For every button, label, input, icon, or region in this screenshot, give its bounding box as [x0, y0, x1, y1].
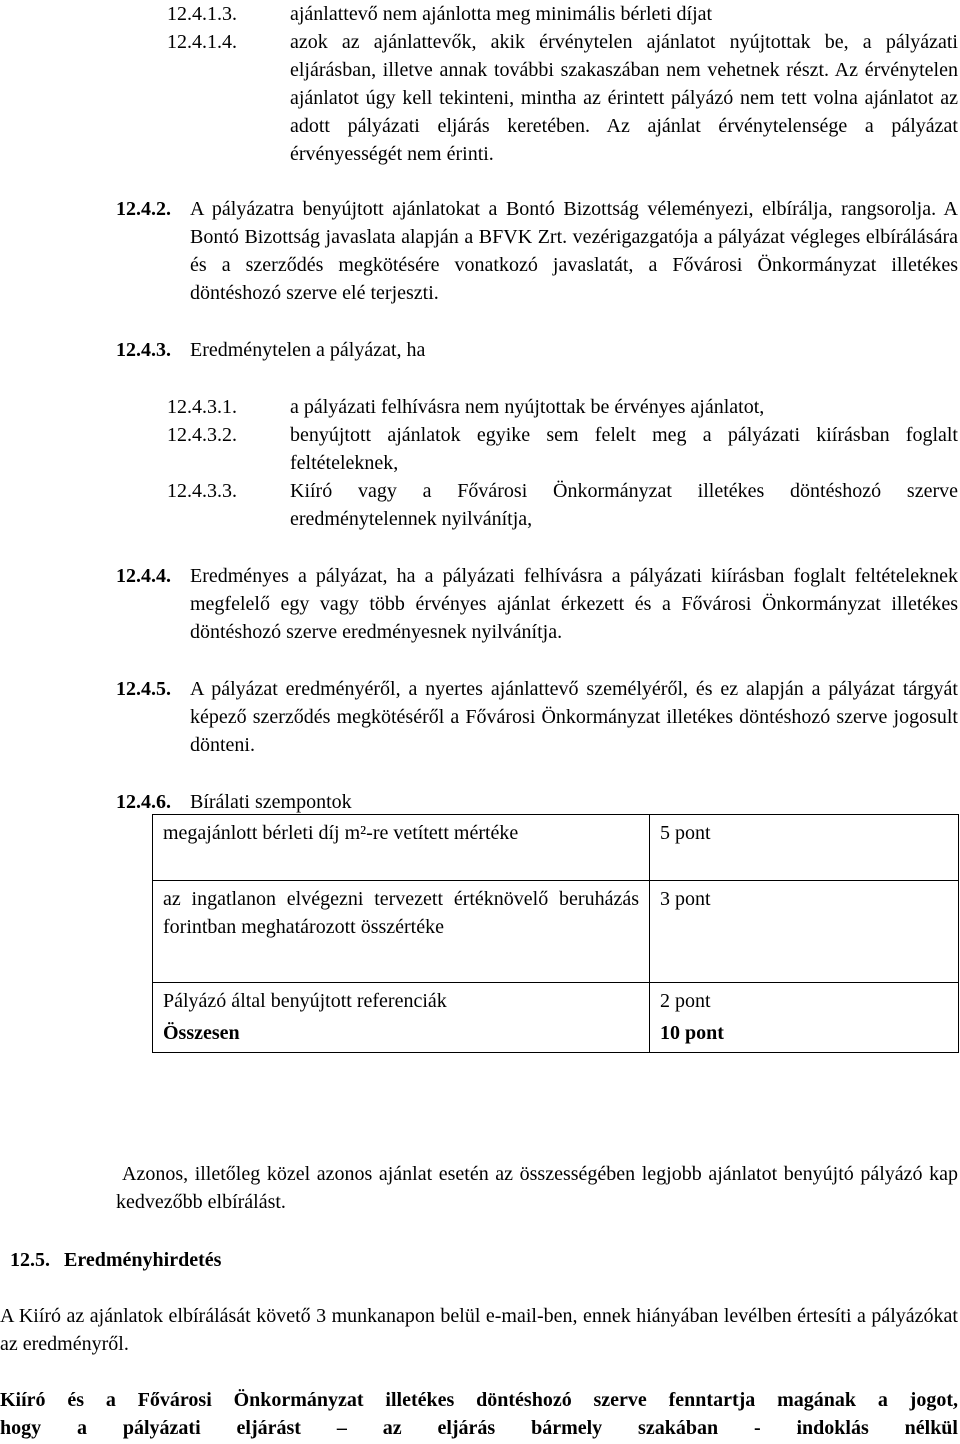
item-12-4-1-3 [167, 0, 958, 28]
para-text: Eredménytelen a pályázat, ha [190, 339, 426, 361]
item-text: benyújtott ajánlatok egyike sem felelt meg a pályázati kiírásban foglalt feltételeknek, [290, 424, 958, 474]
para-number: 12.4.2. [116, 198, 171, 220]
item-12-4-3-2 [167, 421, 958, 477]
reserve-line-2: hogy a pályázati eljárást – az eljárás bármely szakában - indoklás nélkül [0, 1417, 958, 1439]
criteria-label: Pályázó által benyújtott referenciák [153, 983, 650, 1020]
item-12-4-1-4 [167, 28, 958, 168]
item-text: ajánlattevő nem ajánlotta meg minimális bérleti díjat [290, 3, 713, 25]
reserve-line-1: Kiíró és a Fővárosi Önkormányzat illetékes döntéshozó szerve fenntartja magának a jogot, [0, 1389, 958, 1411]
para-number: 12.4.3. [116, 339, 171, 361]
para-number: 12.4.6. [116, 791, 171, 813]
table-row [153, 815, 959, 881]
para-12-4-5 [116, 675, 958, 759]
criteria-table [152, 814, 959, 1053]
section-title: Eredményhirdetés [64, 1249, 222, 1271]
tie-note: Azonos, illetőleg közel azonos ajánlat esetén az összességében legjobb ajánlatot benyújtó pályázó kap kedvezőbb elbírálást. [116, 1163, 958, 1213]
para-text: Eredményes a pályázat, ha a pályázati felhívásra a pályázati kiírásban foglalt feltételeknek megfelelő egy vagy több érvényes ajánlat érkezett és a Fővárosi Önkormányzat illetékes döntéshozó szerve eredményesnek nyilvánítja. [190, 565, 958, 643]
item-number: 12.4.1.4. [167, 31, 237, 53]
para-12-4-3 [116, 336, 958, 364]
criteria-points: 2 pont [650, 983, 959, 1020]
item-number: 12.4.3.1. [167, 396, 237, 418]
item-number: 12.4.3.3. [167, 480, 237, 502]
item-number: 12.4.3.2. [167, 424, 237, 446]
para-text: A pályázatra benyújtott ajánlatokat a Bontó Bizottság véleményezi, elbírálja, rangsorolja. A Bontó Bizottság javaslata alapján a BFVK Zrt. vezérigazgatója a pályázat végleges elbírálására és a szerződés megkötésére vonatkozó javaslatát, a Fővárosi Önkormányzat illetékes döntéshozó szerve elé terjeszti. [190, 198, 958, 304]
table-row [153, 881, 959, 983]
section-heading [10, 1246, 221, 1274]
para-12-4-6 [116, 788, 958, 816]
criteria-total-points: 10 pont [650, 1019, 959, 1052]
criteria-points: 3 pont [650, 881, 959, 983]
item-text: Kiíró vagy a Fővárosi Önkormányzat illetékes döntéshozó szerve eredménytelennek nyilvánítja, [290, 480, 958, 530]
item-12-4-3-1 [167, 393, 958, 421]
para-number: 12.4.4. [116, 565, 171, 587]
criteria-label: megajánlott bérleti díj m²-re vetített mértéke [153, 815, 650, 881]
section-number: 12.5. [10, 1249, 50, 1271]
criteria-total-label: Összesen [153, 1019, 650, 1052]
table-row [153, 1019, 959, 1052]
item-number: 12.4.1.3. [167, 3, 237, 25]
criteria-points: 5 pont [650, 815, 959, 881]
table-row [153, 983, 959, 1020]
criteria-label: az ingatlanon elvégezni tervezett értéknövelő beruházás forintban meghatározott összértéke [153, 881, 650, 983]
para-12-4-2 [116, 195, 958, 307]
para-number: 12.4.5. [116, 678, 171, 700]
item-text: azok az ajánlattevők, akik érvénytelen ajánlatot nyújtottak be, a pályázati eljárásban, illetve annak további szakaszában nem vehetnek részt. Az érvénytelen ajánlatot úgy kell tekinteni, mintha az érintett pályázó nem tett volna ajánlatot az adott pályázati eljárás keretében. Az ajánlat érvénytelensége a pályázat érvényességét nem érinti. [290, 31, 958, 165]
para-12-4-4 [116, 562, 958, 646]
item-text: a pályázati felhívásra nem nyújtottak be érvényes ajánlatot, [290, 396, 765, 418]
para-text: Bírálati szempontok [190, 791, 352, 813]
para-text: A pályázat eredményéről, a nyertes ajánlattevő személyéről, és ez alapján a pályázat tárgyát képező szerződés megkötéséről a Fővárosi Önkormányzat illetékes döntéshozó szerve jogosult dönteni. [190, 678, 958, 756]
item-12-4-3-3 [167, 477, 958, 533]
announce-paragraph: A Kiíró az ajánlatok elbírálását követő 3 munkanapon belül e-mail-ben, ennek hiányában levélben értesíti a pályázókat az eredményről. [0, 1305, 958, 1355]
